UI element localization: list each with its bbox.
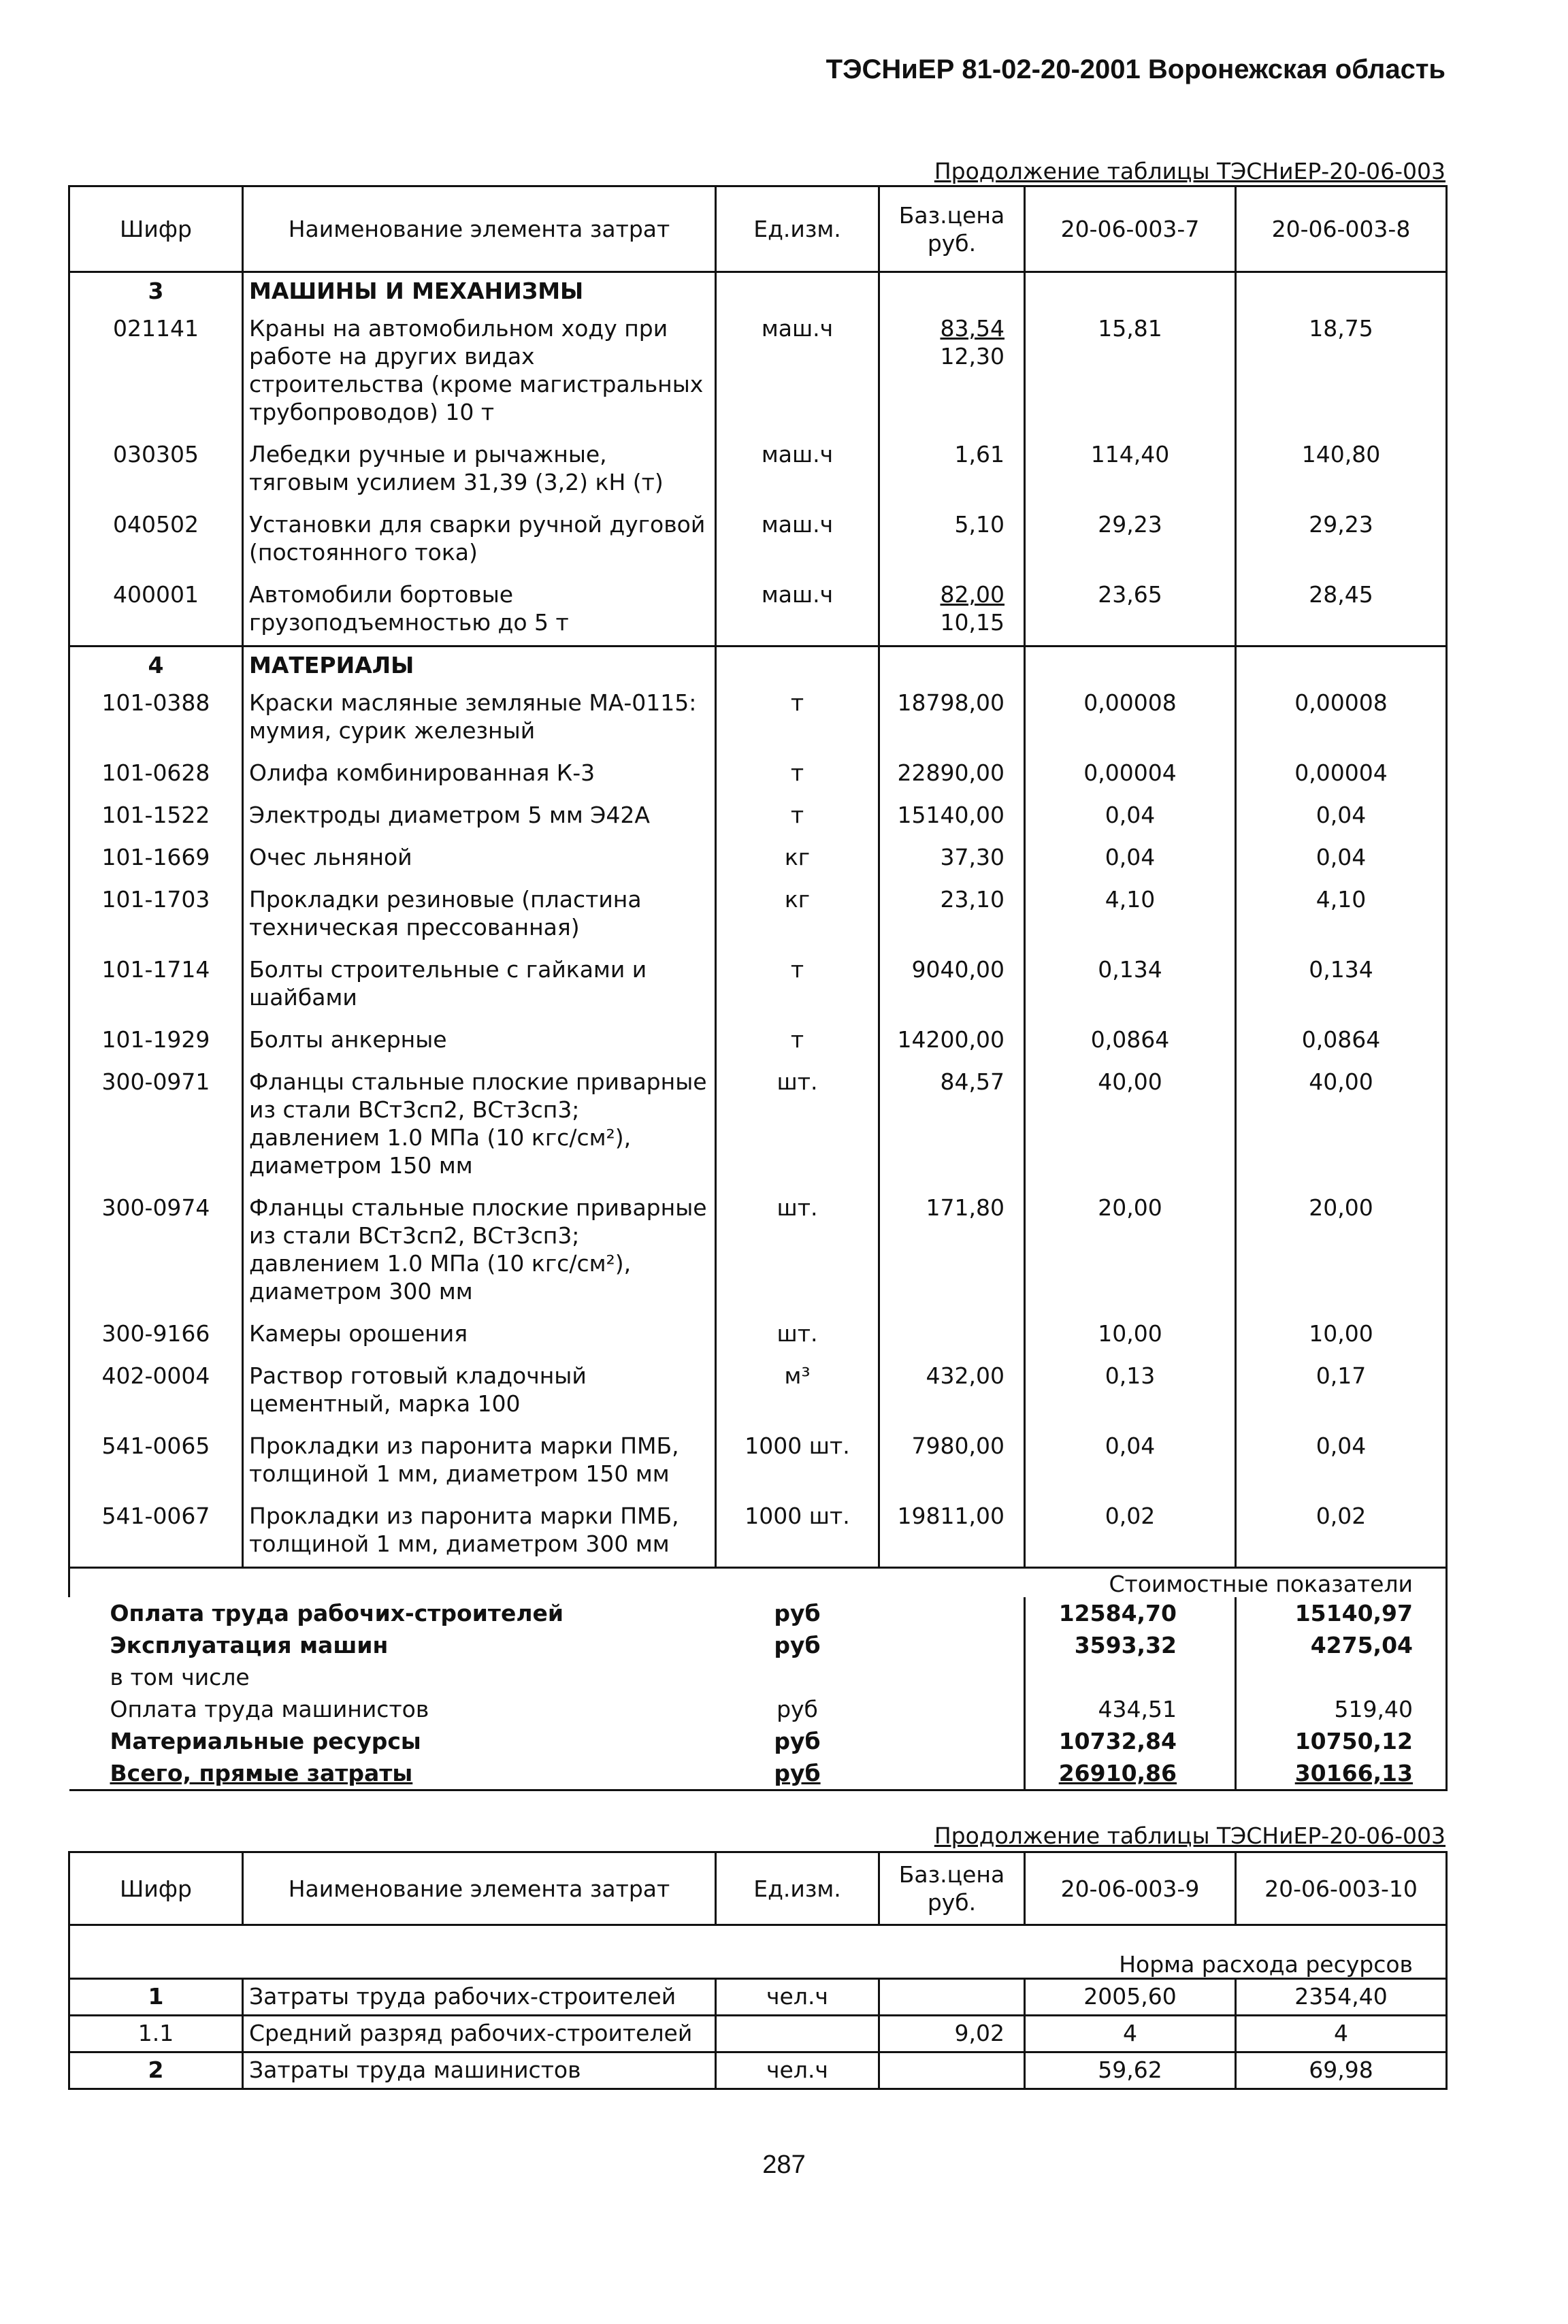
norms-table-1	[68, 185, 1446, 1791]
norm-value-1: 2005,60	[1025, 1979, 1236, 2016]
total-blank	[879, 1597, 1025, 1629]
total-blank	[879, 1757, 1025, 1790]
total-blank	[879, 1629, 1025, 1661]
table-row	[69, 880, 1447, 950]
col-header-price: Баз.цена руб.	[879, 186, 1025, 272]
col-header-unit: Ед.изм.	[716, 186, 879, 272]
resource-unit: т	[716, 753, 879, 796]
total-label: Материальные ресурсы	[110, 1728, 421, 1754]
resource-price: 84,57	[879, 1062, 1025, 1188]
total-label: Оплата труда машинистов	[110, 1696, 429, 1722]
norm-value-1: 29,23	[1025, 505, 1236, 575]
resource-price: 171,80	[879, 1188, 1025, 1314]
total-row	[69, 1629, 1447, 1661]
resource-unit: т	[716, 796, 879, 838]
col-header-name: Наименование элемента затрат	[243, 186, 716, 272]
resource-code: 300-9166	[69, 1314, 243, 1356]
col-header-norm-1: 20-06-003-9	[1025, 1852, 1236, 1925]
norm-value-2: 140,80	[1236, 435, 1447, 505]
col-header-code: Шифр	[69, 186, 243, 272]
resource-code: 402-0004	[69, 1356, 243, 1426]
price-total: 83,54	[940, 315, 1004, 342]
resource-code: 101-1522	[69, 796, 243, 838]
table-row	[69, 2052, 1447, 2089]
norm-value-1: 114,40	[1025, 435, 1236, 505]
total-unit: руб	[774, 1632, 821, 1658]
total-row	[69, 1661, 1447, 1693]
resource-unit: кг	[716, 838, 879, 880]
norm-caption: Норма расхода ресурсов	[69, 1925, 1447, 1979]
total-value-2: 4275,04	[1236, 1629, 1447, 1661]
resource-code: 1	[69, 1979, 243, 2016]
resource-name: Прокладки из паронита марки ПМБ, толщиной 1 мм, диаметром 300 мм	[243, 1496, 716, 1568]
continuation-label: Продолжение таблицы ТЭСНиЕР-20-06-003	[934, 1822, 1446, 1849]
norm-value-1: 59,62	[1025, 2052, 1236, 2089]
total-unit: руб	[777, 1696, 818, 1722]
norm-value-1: 15,81	[1025, 309, 1236, 435]
total-value-1	[1025, 1661, 1236, 1693]
resource-price: 22890,00	[879, 753, 1025, 796]
resource-code: 2	[69, 2052, 243, 2089]
table-row	[69, 796, 1447, 838]
resource-code: 1.1	[69, 2016, 243, 2052]
section-title: МАТЕРИАЛЫ	[243, 647, 716, 684]
resource-unit: маш.ч	[716, 435, 879, 505]
resource-name: Болты анкерные	[243, 1020, 716, 1062]
resource-name: Средний разряд рабочих-строителей	[243, 2016, 716, 2052]
price-total: 82,00	[940, 581, 1004, 608]
total-value-2: 30166,13	[1236, 1757, 1447, 1790]
resource-code: 101-1703	[69, 880, 243, 950]
total-value-2: 15140,97	[1236, 1597, 1447, 1629]
resource-unit: шт.	[716, 1062, 879, 1188]
price-wage-part: 12,30	[940, 343, 1004, 370]
resource-price	[879, 1979, 1025, 2016]
resource-unit	[716, 2016, 879, 2052]
norm-value-2: 0,17	[1236, 1356, 1447, 1426]
norm-value-1: 0,00008	[1025, 683, 1236, 753]
price-wage-part: 10,15	[940, 609, 1004, 636]
section-row	[69, 272, 1447, 310]
norm-value-1: 4,10	[1025, 880, 1236, 950]
norm-value-1: 23,65	[1025, 575, 1236, 647]
resource-name: Болты строительные с гайками и шайбами	[243, 950, 716, 1020]
table-row	[69, 838, 1447, 880]
resource-unit: т	[716, 1020, 879, 1062]
resource-name: Очес льняной	[243, 838, 716, 880]
resource-price: 15140,00	[879, 796, 1025, 838]
table-row	[69, 753, 1447, 796]
resource-price: 9,02	[879, 2016, 1025, 2052]
resource-name: Прокладки резиновые (пластина техническая прессованная)	[243, 880, 716, 950]
table-row	[69, 1426, 1447, 1496]
table-row	[69, 1188, 1447, 1314]
section-row	[69, 647, 1447, 684]
norm-value-1: 10,00	[1025, 1314, 1236, 1356]
resource-code: 030305	[69, 435, 243, 505]
resource-price	[879, 1314, 1025, 1356]
resource-unit: шт.	[716, 1188, 879, 1314]
resource-unit: 1000 шт.	[716, 1496, 879, 1568]
norm-value-1: 0,04	[1025, 838, 1236, 880]
total-unit: руб	[774, 1600, 821, 1626]
table-row	[69, 1496, 1447, 1568]
table-row	[69, 1020, 1447, 1062]
norm-value-2: 0,134	[1236, 950, 1447, 1020]
resource-price: 432,00	[879, 1356, 1025, 1426]
resource-name: Затраты труда машинистов	[243, 2052, 716, 2089]
norm-value-2: 29,23	[1236, 505, 1447, 575]
col-header-norm-1: 20-06-003-7	[1025, 186, 1236, 272]
resource-name: Затраты труда рабочих-строителей	[243, 1979, 716, 2016]
table-row	[69, 435, 1447, 505]
resource-code: 541-0067	[69, 1496, 243, 1568]
resource-code: 101-0388	[69, 683, 243, 753]
resource-name: Фланцы стальные плоские приварные из стали ВСт3сп2, ВСт3сп3; давлением 1.0 МПа (10 кгс/см²), диаметром 300 мм	[243, 1188, 716, 1314]
total-label: Оплата труда рабочих-строителей	[110, 1600, 564, 1626]
table-row	[69, 309, 1447, 435]
resource-unit: м³	[716, 1356, 879, 1426]
resource-unit: 1000 шт.	[716, 1426, 879, 1496]
norm-value-1: 20,00	[1025, 1188, 1236, 1314]
total-unit: руб	[774, 1728, 821, 1754]
resource-price: 9040,00	[879, 950, 1025, 1020]
resource-price: 14200,00	[879, 1020, 1025, 1062]
total-row	[69, 1757, 1447, 1790]
norm-value-2: 4,10	[1236, 880, 1447, 950]
norms-table-2	[68, 1851, 1446, 2090]
norm-value-1: 0,134	[1025, 950, 1236, 1020]
resource-unit: т	[716, 683, 879, 753]
resource-price: 23,10	[879, 880, 1025, 950]
resource-name: Прокладки из паронита марки ПМБ, толщиной 1 мм, диаметром 150 мм	[243, 1426, 716, 1496]
total-blank	[879, 1725, 1025, 1757]
col-header-name: Наименование элемента затрат	[243, 1852, 716, 1925]
resource-code: 400001	[69, 575, 243, 647]
resource-price: 18798,00	[879, 683, 1025, 753]
norm-value-2: 20,00	[1236, 1188, 1447, 1314]
col-header-norm-2: 20-06-003-8	[1236, 186, 1447, 272]
resource-name: Фланцы стальные плоские приварные из стали ВСт3сп2, ВСт3сп3; давлением 1.0 МПа (10 кгс/см²), диаметром 150 мм	[243, 1062, 716, 1188]
resource-unit: т	[716, 950, 879, 1020]
norm-value-2: 0,04	[1236, 1426, 1447, 1496]
resource-price	[879, 2052, 1025, 2089]
col-header-code: Шифр	[69, 1852, 243, 1925]
resource-unit: маш.ч	[716, 505, 879, 575]
resource-code: 300-0971	[69, 1062, 243, 1188]
total-value-2: 519,40	[1236, 1693, 1447, 1725]
norm-value-2: 0,02	[1236, 1496, 1447, 1568]
table-row	[69, 683, 1447, 753]
resource-name: Краски масляные земляные МА-0115: мумия, сурик железный	[243, 683, 716, 753]
total-value-1: 10732,84	[1025, 1725, 1236, 1757]
norm-value-2: 69,98	[1236, 2052, 1447, 2089]
resource-price: 5,10	[879, 505, 1025, 575]
resource-price: 19811,00	[879, 1496, 1025, 1568]
total-value-2	[1236, 1661, 1447, 1693]
norm-value-1: 4	[1025, 2016, 1236, 2052]
table-row	[69, 2016, 1447, 2052]
norm-value-2: 0,00008	[1236, 683, 1447, 753]
resource-unit: чел.ч	[716, 2052, 879, 2089]
resource-unit: чел.ч	[716, 1979, 879, 2016]
total-row	[69, 1597, 1447, 1629]
resource-name: Раствор готовый кладочный цементный, марка 100	[243, 1356, 716, 1426]
norm-value-1: 0,0864	[1025, 1020, 1236, 1062]
norm-value-2: 28,45	[1236, 575, 1447, 647]
document-header: ТЭСНиЕР 81-02-20-2001 Воронежская область	[826, 54, 1446, 84]
cost-caption-row	[69, 1568, 1447, 1598]
table-row	[69, 575, 1447, 647]
continuation-label: Продолжение таблицы ТЭСНиЕР-20-06-003	[934, 158, 1446, 184]
col-header-norm-2: 20-06-003-10	[1236, 1852, 1447, 1925]
resource-name: Автомобили бортовые грузоподъемностью до 5 т	[243, 575, 716, 647]
total-value-1: 434,51	[1025, 1693, 1236, 1725]
norm-value-1: 40,00	[1025, 1062, 1236, 1188]
norm-value-2: 10,00	[1236, 1314, 1447, 1356]
resource-name: Установки для сварки ручной дуговой (постоянного тока)	[243, 505, 716, 575]
norm-value-2: 0,00004	[1236, 753, 1447, 796]
resource-code: 021141	[69, 309, 243, 435]
table-row	[69, 950, 1447, 1020]
total-value-1: 26910,86	[1025, 1757, 1236, 1790]
resource-code: 040502	[69, 505, 243, 575]
section-number: 3	[69, 272, 243, 310]
total-value-2: 10750,12	[1236, 1725, 1447, 1757]
resource-code: 101-1714	[69, 950, 243, 1020]
norm-value-1: 0,04	[1025, 796, 1236, 838]
resource-code: 101-1929	[69, 1020, 243, 1062]
resource-unit: маш.ч	[716, 309, 879, 435]
total-unit	[716, 1661, 879, 1693]
total-label: в том числе	[110, 1664, 250, 1690]
resource-unit: кг	[716, 880, 879, 950]
norm-value-1: 0,02	[1025, 1496, 1236, 1568]
norm-value-1: 0,13	[1025, 1356, 1236, 1426]
resource-code: 101-1669	[69, 838, 243, 880]
norm-value-1: 0,00004	[1025, 753, 1236, 796]
resource-price: 1,61	[879, 435, 1025, 505]
resource-unit: шт.	[716, 1314, 879, 1356]
total-blank	[879, 1693, 1025, 1725]
total-value-1: 12584,70	[1025, 1597, 1236, 1629]
total-row	[69, 1725, 1447, 1757]
table-row	[69, 505, 1447, 575]
norm-value-2: 4	[1236, 2016, 1447, 2052]
resource-name: Олифа комбинированная К-3	[243, 753, 716, 796]
total-label: Эксплуатация машин	[110, 1632, 389, 1658]
total-unit: руб	[716, 1757, 879, 1790]
col-header-price: Баз.цена руб.	[879, 1852, 1025, 1925]
resource-price	[879, 309, 1025, 435]
norm-value-2: 18,75	[1236, 309, 1447, 435]
resource-price: 7980,00	[879, 1426, 1025, 1496]
norm-caption-row	[69, 1925, 1447, 1979]
total-blank	[879, 1661, 1025, 1693]
resource-name: Краны на автомобильном ходу при работе на других видах строительства (кроме магистральных трубопроводов) 10 т	[243, 309, 716, 435]
table-row	[69, 1356, 1447, 1426]
resource-price	[879, 575, 1025, 647]
resource-code: 541-0065	[69, 1426, 243, 1496]
resource-name: Лебедки ручные и рычажные, тяговым усилием 31,39 (3,2) кН (т)	[243, 435, 716, 505]
resource-code: 300-0974	[69, 1188, 243, 1314]
cost-caption: Стоимостные показатели	[69, 1568, 1447, 1598]
resource-code: 101-0628	[69, 753, 243, 796]
total-value-1: 3593,32	[1025, 1629, 1236, 1661]
resource-unit: маш.ч	[716, 575, 879, 647]
norm-value-2: 2354,40	[1236, 1979, 1447, 2016]
total-row	[69, 1693, 1447, 1725]
section-title: МАШИНЫ И МЕХАНИЗМЫ	[243, 272, 716, 310]
norm-value-1: 0,04	[1025, 1426, 1236, 1496]
total-label: Всего, прямые затраты	[69, 1757, 716, 1790]
table-row	[69, 1062, 1447, 1188]
norm-value-2: 0,04	[1236, 838, 1447, 880]
norm-value-2: 0,04	[1236, 796, 1447, 838]
resource-name: Камеры орошения	[243, 1314, 716, 1356]
col-header-unit: Ед.изм.	[716, 1852, 879, 1925]
table-row	[69, 1314, 1447, 1356]
section-number: 4	[69, 647, 243, 684]
page-number: 287	[762, 2150, 806, 2179]
table-row	[69, 1979, 1447, 2016]
resource-price: 37,30	[879, 838, 1025, 880]
resource-name: Электроды диаметром 5 мм Э42А	[243, 796, 716, 838]
norm-value-2: 0,0864	[1236, 1020, 1447, 1062]
norm-value-2: 40,00	[1236, 1062, 1447, 1188]
